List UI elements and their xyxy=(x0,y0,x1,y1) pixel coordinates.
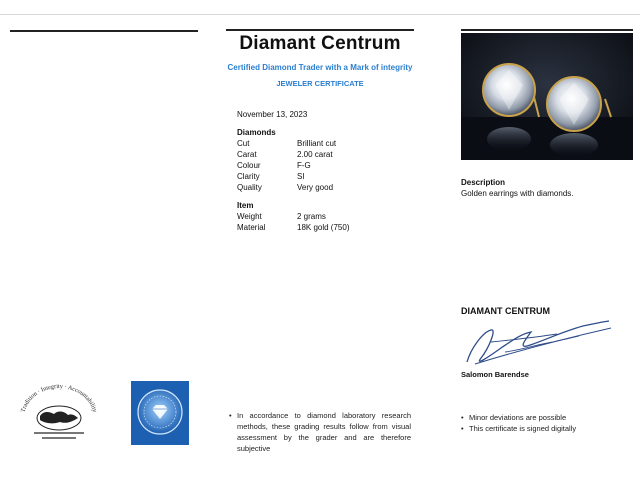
note-text: Minor deviations are possible xyxy=(469,413,567,422)
note-text: This certificate is signed digitally xyxy=(469,424,577,433)
spec-label: Quality xyxy=(237,183,262,192)
earrings-photo xyxy=(461,33,633,160)
center-column-rule xyxy=(226,29,414,31)
left-column-rule xyxy=(10,30,198,32)
spec-value: 18K gold (750) xyxy=(297,223,350,232)
spec-label: Material xyxy=(237,223,266,232)
spec-label: Weight xyxy=(237,212,262,221)
spec-value: Very good xyxy=(297,183,334,192)
spec-value: Brilliant cut xyxy=(297,139,337,148)
note-deviations xyxy=(461,412,631,423)
certificate-subtitle: Certified Diamond Trader with a Mark of integrity xyxy=(227,63,413,72)
bullet: • xyxy=(461,413,464,422)
spec-value: 2 grams xyxy=(297,212,326,221)
grading-disclaimer xyxy=(229,410,411,454)
badge-diamond-icon xyxy=(131,381,189,445)
description-text: Golden earrings with diamonds. xyxy=(461,189,574,198)
diamond-earrings-image xyxy=(461,33,633,160)
disclaimer-text: In accordance to diamond laboratory research methods, these grading results follow from visual assessment by the grader and are therefore subjective xyxy=(237,411,411,453)
spec-label: Cut xyxy=(237,139,250,148)
bullet: • xyxy=(229,411,232,420)
handwritten-signature xyxy=(461,318,621,370)
integrity-seal-logo xyxy=(14,384,104,442)
certificate-date: November 13, 2023 xyxy=(237,110,308,119)
signature-company: DIAMANT CENTRUM xyxy=(461,306,550,316)
spec-label: Carat xyxy=(237,150,257,159)
seal-motto: Tradition · Integrity · Accountability xyxy=(19,384,99,414)
certificate-type: JEWELER CERTIFICATE xyxy=(276,79,364,88)
right-column-rule xyxy=(461,29,633,31)
spec-value: 2.00 carat xyxy=(297,150,333,159)
spec-value: F-G xyxy=(297,161,311,170)
diamonds-heading: Diamonds xyxy=(237,128,276,137)
description-heading: Description xyxy=(461,178,506,187)
spec-label: Clarity xyxy=(237,172,260,181)
spec-label: Colour xyxy=(237,161,261,170)
top-divider xyxy=(0,14,640,15)
item-heading: Item xyxy=(237,201,254,210)
signatory-name: Salomon Barendse xyxy=(461,370,529,379)
spec-value: SI xyxy=(297,172,305,181)
certificate-title: Diamant Centrum xyxy=(239,33,401,54)
note-digital-signature xyxy=(461,423,631,434)
bullet: • xyxy=(461,424,464,433)
certification-badge-logo xyxy=(131,381,189,445)
